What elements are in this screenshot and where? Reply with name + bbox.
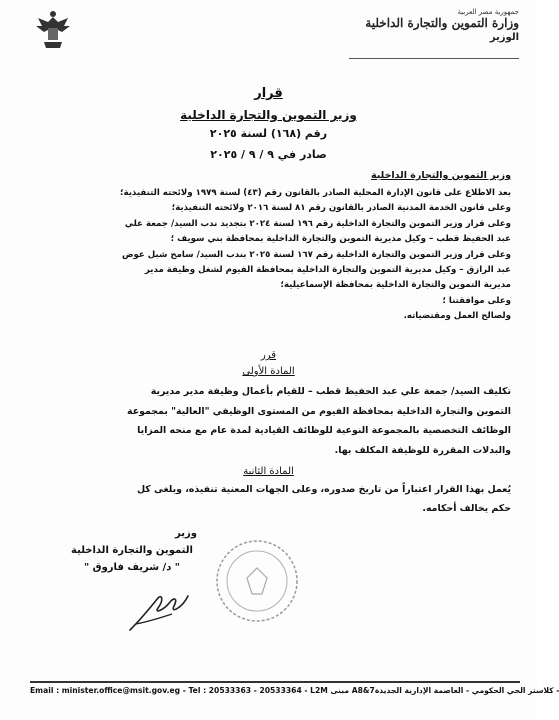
ministry-letterhead <box>349 8 519 43</box>
article-1-line: الوظائف التخصصية بالمجموعة النوعية للوظائف القيادية لمدة عام مع منحه المزايا <box>137 425 511 436</box>
recital-line: وعلى قرار وزير التموين والتجارة الداخلية رقم ١٩٦ لسنة ٢٠٢٤ بتجديد ندب السيد/ جمعة علي <box>124 218 511 229</box>
handwritten-signature-icon <box>124 588 194 636</box>
footer <box>30 686 559 695</box>
signatory-role: وزير <box>175 528 197 539</box>
recital-line: بعد الاطلاع على قانون الإدارة المحلية الصادر بالقانون رقم (٤٣) لسنة ١٩٧٩ ولائحته التنفيذية؛ <box>120 188 511 198</box>
decree-title: قرار <box>254 86 283 101</box>
article-1-body <box>19 382 511 460</box>
article-1-title: المادة الأولى <box>242 366 295 377</box>
recital-line: عبد الرازق – وكيل مديرية التموين والتجارة الداخلية بمحافظة الفيوم لشغل وظيفة مدير <box>144 265 511 276</box>
recitals-block <box>19 186 511 325</box>
article-1-line: والبدلات المقررة للوظيفة المكلف بها. <box>334 444 511 456</box>
decree-number: رقم (١٦٨) لسنة ٢٠٢٥ <box>209 127 328 140</box>
decree-issuer: وزير التموين والتجارة الداخلية <box>180 108 357 122</box>
recital-line: وعلى قرار وزير التموين والتجارة الداخلية رقم ١٦٧ لسنة ٢٠٢٥ بندب السيد/ سامح شبل عوض <box>121 249 511 260</box>
official-seal-icon <box>214 538 300 624</box>
article-2-line: حكم يخالف أحكامه. <box>422 503 511 514</box>
signatory-name: " د/ شريف فاروق " <box>83 562 181 573</box>
article-2-line: يُعمل بهذا القرار اعتباراً من تاريخ صدوره، وعلى الجهات المعنية تنفيذه، ويلغى كل <box>136 484 511 495</box>
recital-line: عبد الحفيظ قطب – وكيل مديرية التموين والتجارة الداخلية بمحافظة بني سويف ؛ <box>170 234 511 245</box>
signatory-ministry: التموين والتجارة الداخلية <box>71 545 193 556</box>
recital-line: ولصالح العمل ومقتضياته. <box>403 311 511 322</box>
article-1-line: تكليف السيد/ جمعة علي عبد الحفيظ قطب – للقيام بأعمال وظيفة مدير مديرية <box>150 386 511 397</box>
decree-date: صادر في ٩ / ٩ / ٢٠٢٥ <box>210 148 327 161</box>
footer-address: - كلاستر الحي الحكومي - العاصمة الإدارية الجديدة <box>374 686 559 695</box>
signature-block <box>57 528 207 573</box>
ministry-name: وزارة التموين والتجارة الداخلية <box>365 16 519 30</box>
header-divider <box>349 58 519 59</box>
eagle-emblem-icon <box>34 8 72 52</box>
recital-line: وعلى موافقتنا ؛ <box>442 295 511 306</box>
footer-contact: Email : minister.office@msit.gov.eg - Tel : 20533363 - 20533364 - L2M مبنى A8&7 <box>30 686 375 695</box>
article-1-line: التموين والتجارة الداخلية بمحافظة الفيوم من المستوى الوظيفي "العالية" بمجموعة <box>127 405 511 417</box>
decided-heading: قرر <box>260 350 277 361</box>
office-name: الوزير <box>489 32 519 43</box>
recital-line: مديرية التموين والتجارة الداخلية بمحافظة الإسماعيلية؛ <box>280 280 511 291</box>
footer-divider <box>30 681 520 683</box>
country-name: جمهورية مصر العربية <box>457 8 519 16</box>
recital-line: وعلى قانون الخدمة المدنية الصادر بالقانون رقم ٨١ لسنة ٢٠١٦ ولائحته التنفيذية؛ <box>171 203 511 214</box>
article-2-body <box>19 480 511 518</box>
article-2-title: المادة الثانية <box>243 466 294 477</box>
addressee-heading: وزير التموين والتجارة الداخلية <box>371 170 511 181</box>
